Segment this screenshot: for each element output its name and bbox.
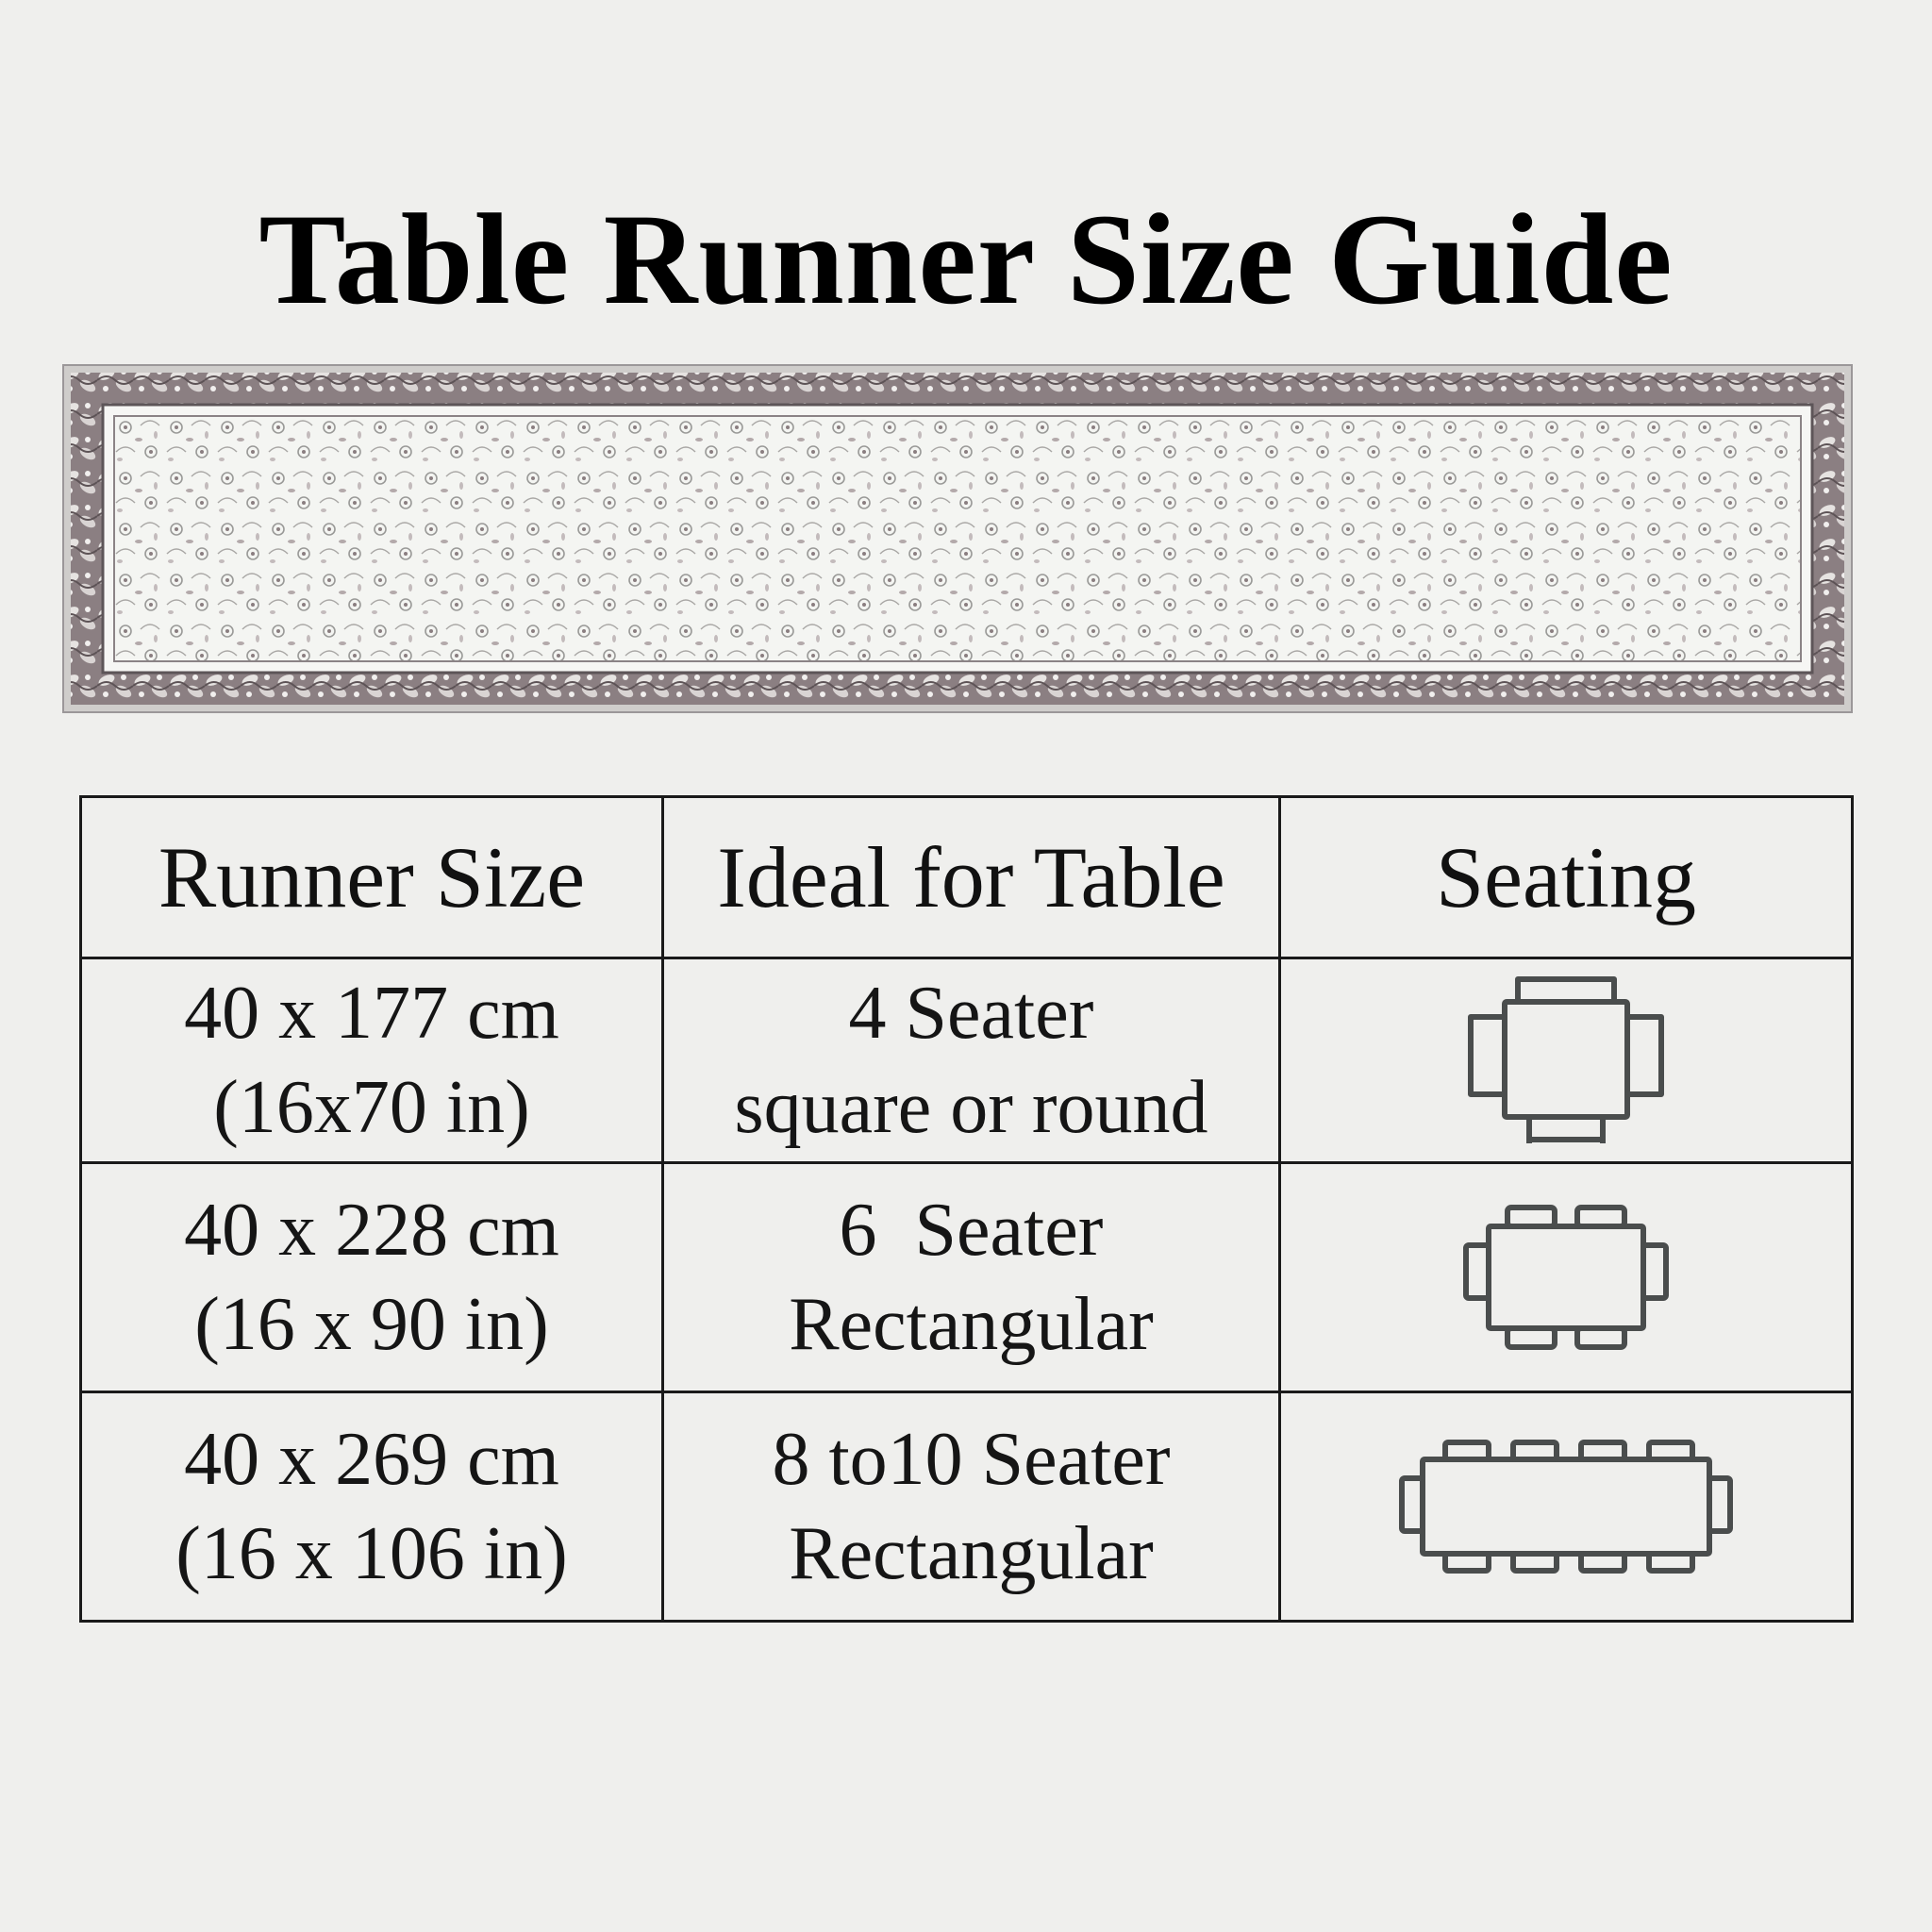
page-title: Table Runner Size Guide <box>258 187 1674 331</box>
seater-label: 8 to10 Seater <box>772 1418 1171 1501</box>
table-runner-image <box>61 363 1854 714</box>
rectangular-table-6-seats-icon <box>1462 1204 1670 1351</box>
square-table-4-seats-icon <box>1467 975 1665 1145</box>
size-in: (16 x 106 in) <box>175 1512 568 1595</box>
table-row <box>81 1392 1853 1622</box>
seating-cell <box>1280 1392 1853 1622</box>
runner-size-cell <box>81 1392 663 1622</box>
rectangular-table-10-seats-icon <box>1398 1439 1734 1574</box>
table-header-row <box>81 797 1853 958</box>
seater-label: 6 Seater <box>839 1189 1104 1272</box>
table-row <box>81 958 1853 1163</box>
size-guide-table <box>79 795 1854 1623</box>
size-cm: 40 x 228 cm <box>184 1189 559 1272</box>
ideal-table-cell <box>663 1392 1280 1622</box>
size-in: (16x70 in) <box>213 1066 530 1149</box>
seater-label: 4 Seater <box>848 972 1094 1055</box>
size-cm: 40 x 177 cm <box>184 972 559 1055</box>
runner-size-cell <box>81 1163 663 1392</box>
size-in: (16 x 90 in) <box>194 1283 549 1366</box>
table-shape: Rectangular <box>789 1283 1154 1366</box>
size-cm: 40 x 269 cm <box>184 1418 559 1501</box>
seating-cell <box>1280 958 1853 1163</box>
runner-size-cell <box>81 958 663 1163</box>
table-row <box>81 1163 1853 1392</box>
table-shape: square or round <box>734 1066 1208 1149</box>
seating-cell <box>1280 1163 1853 1392</box>
header-runner-size: Runner Size <box>81 797 663 958</box>
ideal-table-cell <box>663 1163 1280 1392</box>
ideal-table-cell <box>663 958 1280 1163</box>
header-ideal-for-table: Ideal for Table <box>663 797 1280 958</box>
header-seating: Seating <box>1280 797 1853 958</box>
table-shape: Rectangular <box>789 1512 1154 1595</box>
